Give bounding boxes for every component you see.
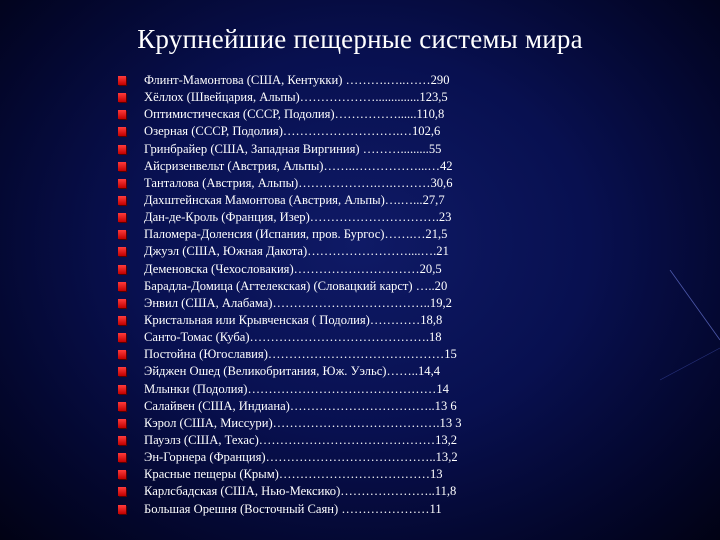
- list-item-text: Айсризенвельт (Австрия, Альпы)……..……………...…42: [144, 158, 453, 173]
- list-item: [118, 415, 462, 432]
- list-item-text: Хёллох (Швейцария, Альпы)………………..............123,5: [144, 90, 448, 105]
- square-bullet-icon: [118, 402, 126, 411]
- list-item: [118, 501, 462, 518]
- list-item: [118, 72, 462, 89]
- list-item: [118, 329, 462, 346]
- square-bullet-icon: [118, 333, 126, 342]
- square-bullet-icon: [118, 196, 126, 205]
- square-bullet-icon: [118, 487, 126, 496]
- square-bullet-icon: [118, 213, 126, 222]
- square-bullet-icon: [118, 110, 126, 119]
- square-bullet-icon: [118, 230, 126, 239]
- list-item-text: Оптимистическая (СССР, Подолия)……………......110,8: [144, 107, 445, 122]
- square-bullet-icon: [118, 247, 126, 256]
- list-item-text: Танталова (Австрия, Альпы)……………….….………30,6: [144, 175, 453, 190]
- list-item-text: Большая Орешня (Восточный Саян) …………………11: [144, 501, 442, 516]
- list-item-text: Салайвен (США, Индиана)……………………………..13 6: [144, 398, 457, 413]
- list-item-text: Эн-Горнера (Франция)…………………………………..13,2: [144, 450, 458, 465]
- list-item-text: Деменовска (Чехословакия)…………………………20,5: [144, 261, 442, 276]
- square-bullet-icon: [118, 385, 126, 394]
- list-item: [118, 243, 462, 260]
- list-item: [118, 432, 462, 449]
- list-item-text: Млынки (Подолия)………………………………………14: [144, 381, 449, 396]
- list-item: [118, 398, 462, 415]
- list-item: [118, 123, 462, 140]
- list-item-text: Гринбрайер (США, Западная Виргиния) ……….........55: [144, 141, 442, 156]
- list-item-text: Паломера-Доленсия (Испания, пров. Бургос)…….…21,5: [144, 227, 448, 242]
- list-item: [118, 209, 462, 226]
- list-item: [118, 381, 462, 398]
- list-item-text: Дан-де-Кроль (Франция, Изер)………………………….23: [144, 210, 452, 225]
- list-item-text: Санто-Томас (Куба)…………………………………….18: [144, 330, 442, 345]
- list-item-text: Барадла-Домица (Агтелекская) (Словацкий карст) …..20: [144, 278, 448, 293]
- square-bullet-icon: [118, 453, 126, 462]
- square-bullet-icon: [118, 145, 126, 154]
- list-item: [118, 141, 462, 158]
- list-item-text: Кэрол (США, Миссури)………………………………….13 3: [144, 415, 462, 430]
- square-bullet-icon: [118, 179, 126, 188]
- list-item: [118, 363, 462, 380]
- decorative-light-lines: [660, 270, 720, 390]
- list-item-text: Дахштейнская Мамонтова (Австрия, Альпы)….…...27,7: [144, 192, 445, 207]
- list-item-text: Постойна (Югославия)……………………………………15: [144, 347, 457, 362]
- square-bullet-icon: [118, 265, 126, 274]
- list-item: [118, 192, 462, 209]
- list-item-text: Энвил (США, Алабама)………………………………..19,2: [144, 295, 452, 310]
- list-item-text: Пауэлз (США, Техас)……………………………………13,2: [144, 432, 458, 447]
- list-item: [118, 312, 462, 329]
- square-bullet-icon: [118, 127, 126, 136]
- square-bullet-icon: [118, 367, 126, 376]
- slide-title: Крупнейшие пещерные системы мира: [137, 24, 583, 54]
- list-item-text: Красные пещеры (Крым)………………………………13: [144, 467, 443, 482]
- list-item-text: Карлсбадская (США, Нью-Мексико)…………………..11,8: [144, 484, 457, 499]
- square-bullet-icon: [118, 93, 126, 102]
- list-item: [118, 226, 462, 243]
- square-bullet-icon: [118, 316, 126, 325]
- list-item-text: Кристальная или Крывченская ( Подолия)…………18,8: [144, 312, 443, 327]
- square-bullet-icon: [118, 419, 126, 428]
- list-item: [118, 278, 462, 295]
- list-item-text: Эйджен Ошед (Великобритания, Юж. Уэльс)……..14,4: [144, 364, 441, 379]
- square-bullet-icon: [118, 350, 126, 359]
- list-item: [118, 261, 462, 278]
- list-item: [118, 89, 462, 106]
- list-item: [118, 295, 462, 312]
- cave-list: [118, 72, 462, 518]
- list-item: [118, 483, 462, 500]
- square-bullet-icon: [118, 76, 126, 85]
- list-item: [118, 346, 462, 363]
- list-item: [118, 175, 462, 192]
- list-item: [118, 466, 462, 483]
- list-item-text: Флинт-Мамонтова (США, Кентукки) ……….…..……290: [144, 73, 450, 87]
- list-item-text: Озерная (СССР, Подолия)……………………….…102,6: [144, 124, 441, 139]
- list-item: [118, 449, 462, 466]
- square-bullet-icon: [118, 470, 126, 479]
- square-bullet-icon: [118, 162, 126, 171]
- square-bullet-icon: [118, 282, 126, 291]
- square-bullet-icon: [118, 436, 126, 445]
- list-item: [118, 106, 462, 123]
- list-item-text: Джуэл (США, Южная Дакота)……………………....….21: [144, 244, 449, 259]
- square-bullet-icon: [118, 505, 126, 514]
- list-item: [118, 158, 462, 175]
- square-bullet-icon: [118, 299, 126, 308]
